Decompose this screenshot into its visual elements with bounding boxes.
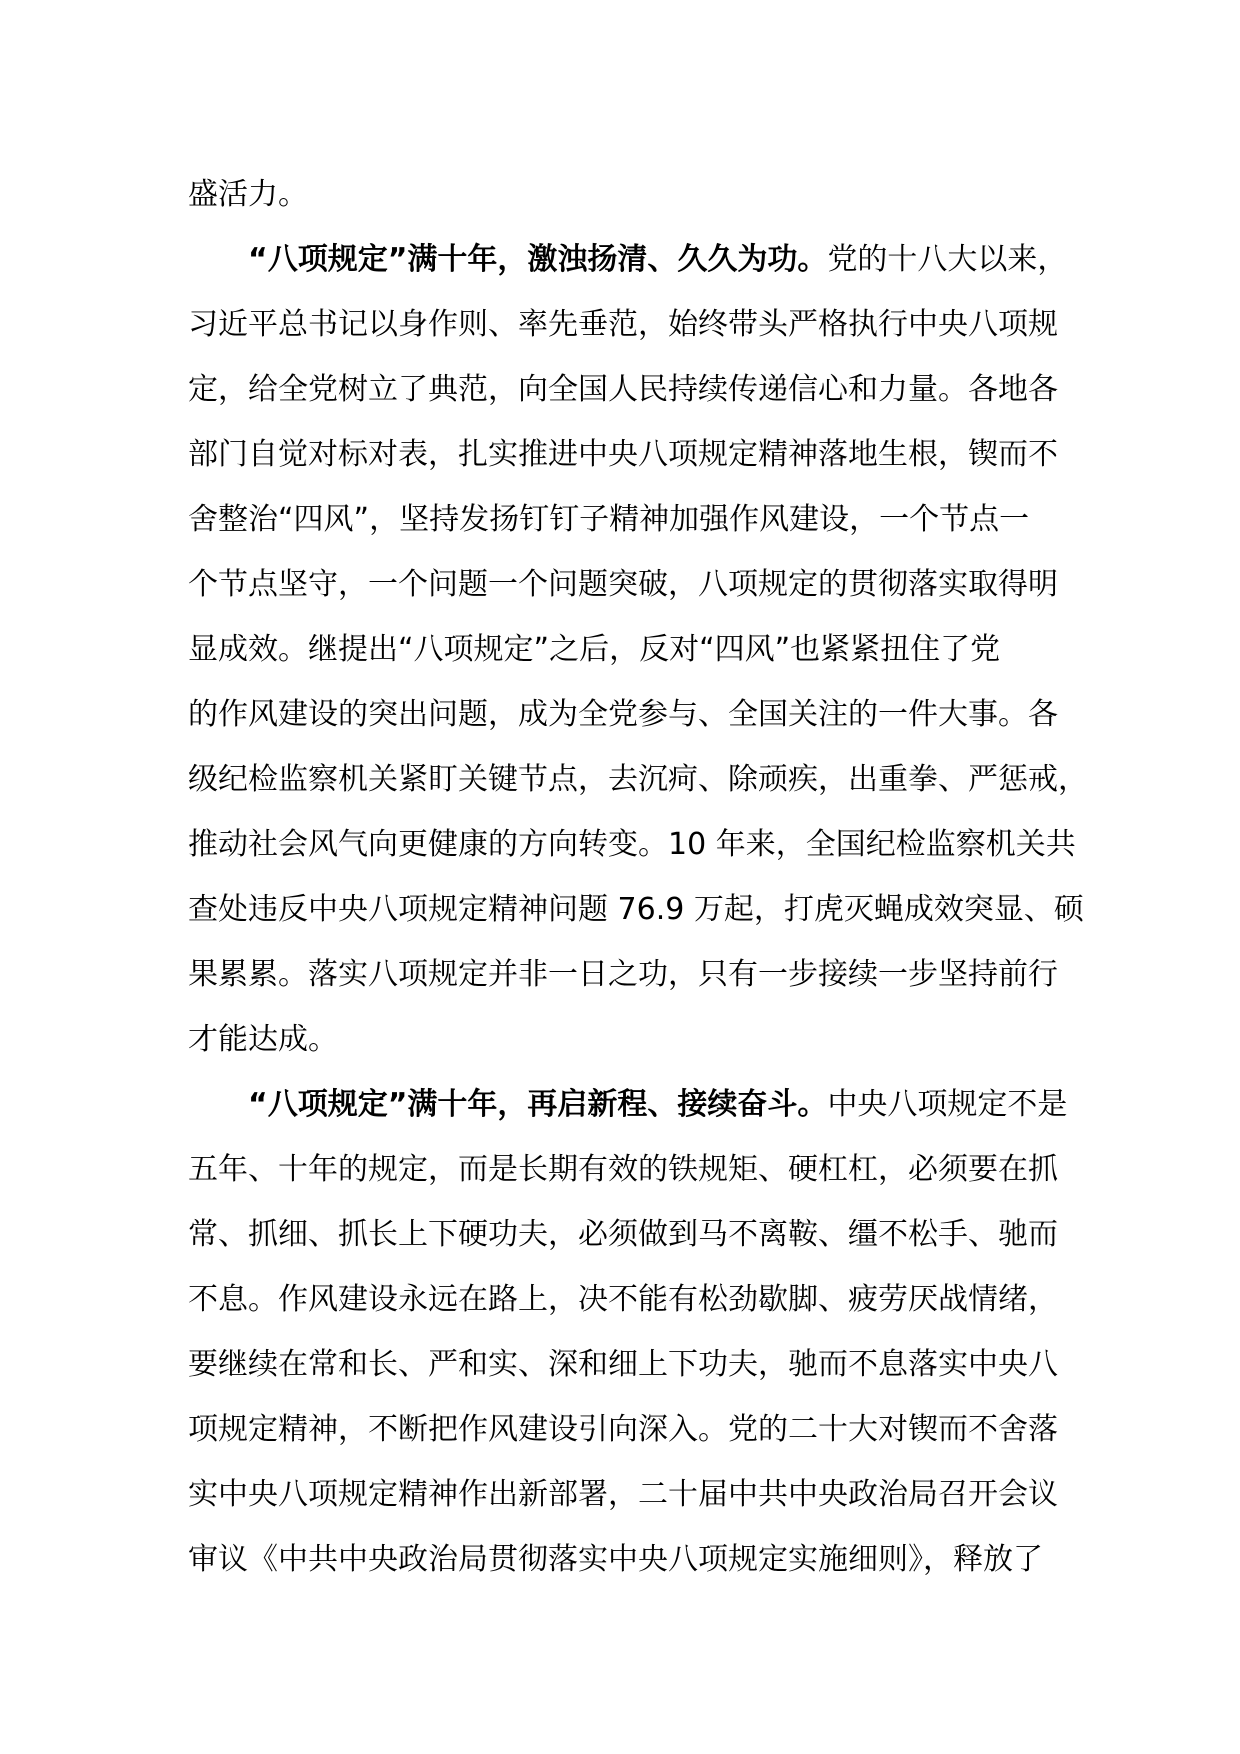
- text-line: [188, 682, 1080, 747]
- text-line: [188, 617, 1080, 682]
- body-text: 习近平总书记以身作则、率先垂范，始终带头严格执行中央八项规: [188, 307, 1058, 342]
- paragraph-heading: “八项规定”满十年，再启新程、接续奋斗。: [248, 1087, 828, 1122]
- body-text: 才能达成。: [188, 1022, 338, 1057]
- text-line: [188, 1202, 1080, 1267]
- paragraph-heading: “八项规定”满十年，激浊扬清、久久为功。: [248, 242, 828, 277]
- body-text: 显成效。继提出“八项规定”之后，反对“四风”也紧紧扭住了党: [188, 632, 1001, 667]
- text-line: [188, 812, 1080, 877]
- text-line: [188, 162, 1080, 227]
- text-line: [188, 1007, 1080, 1072]
- text-line: [188, 1332, 1080, 1397]
- body-text: 项规定精神，不断把作风建设引向深入。党的二十大对锲而不舍落: [188, 1412, 1058, 1447]
- text-line: [188, 1527, 1080, 1592]
- text-line: [188, 552, 1080, 617]
- text-line: [188, 1462, 1080, 1527]
- body-text: 级纪检监察机关紧盯关键节点，去沉疴、除顽疾，出重拳、严惩戒，: [188, 762, 1088, 797]
- body-text: 实中央八项规定精神作出新部署，二十届中共中央政治局召开会议: [188, 1477, 1058, 1512]
- text-line: [188, 227, 1080, 292]
- text-line: [188, 1397, 1080, 1462]
- text-line: [188, 357, 1080, 422]
- text-line: [188, 292, 1080, 357]
- body-text: 五年、十年的规定，而是长期有效的铁规矩、硬杠杠，必须要在抓: [188, 1152, 1058, 1187]
- text-line: [188, 1137, 1080, 1202]
- text-line: [188, 487, 1080, 552]
- body-text: 查处违反中央八项规定精神问题 76.9 万起，打虎灭蝇成效突显、硕: [188, 892, 1084, 927]
- text-line: [188, 877, 1084, 942]
- body-text: 不息。作风建设永远在路上，决不能有松劲歇脚、疲劳厌战情绪，: [188, 1282, 1058, 1317]
- body-text: 定，给全党树立了典范，向全国人民持续传递信心和力量。各地各: [188, 372, 1058, 407]
- text-line: [188, 1267, 1080, 1332]
- document-page: [188, 162, 1088, 1592]
- body-text: 常、抓细、抓长上下硬功夫，必须做到马不离鞍、缰不松手、驰而: [188, 1217, 1058, 1252]
- body-text: 部门自觉对标对表，扎实推进中央八项规定精神落地生根，锲而不: [188, 437, 1058, 472]
- body-text: 审议《中共中央政治局贯彻落实中央八项规定实施细则》，释放了: [188, 1542, 1043, 1577]
- body-text: 盛活力。: [188, 177, 308, 212]
- body-text: 推动社会风气向更健康的方向转变。10 年来，全国纪检监察机关共: [188, 827, 1076, 862]
- text-line: [188, 942, 1080, 1007]
- body-text: 个节点坚守，一个问题一个问题突破，八项规定的贯彻落实取得明: [188, 567, 1058, 602]
- text-line: [188, 422, 1080, 487]
- text-line: [188, 1072, 1080, 1137]
- body-text: 中央八项规定不是: [827, 1087, 1068, 1122]
- body-text: 的作风建设的突出问题，成为全党参与、全国关注的一件大事。各: [188, 697, 1058, 732]
- body-text: 舍整治“四风”，坚持发扬钉钉子精神加强作风建设，一个节点一: [188, 502, 1030, 537]
- body-text: 党的十八大以来，: [827, 242, 1068, 277]
- text-line: [188, 747, 1088, 812]
- body-text: 要继续在常和长、严和实、深和细上下功夫，驰而不息落实中央八: [188, 1347, 1058, 1382]
- body-text: 果累累。落实八项规定并非一日之功，只有一步接续一步坚持前行: [188, 957, 1058, 992]
